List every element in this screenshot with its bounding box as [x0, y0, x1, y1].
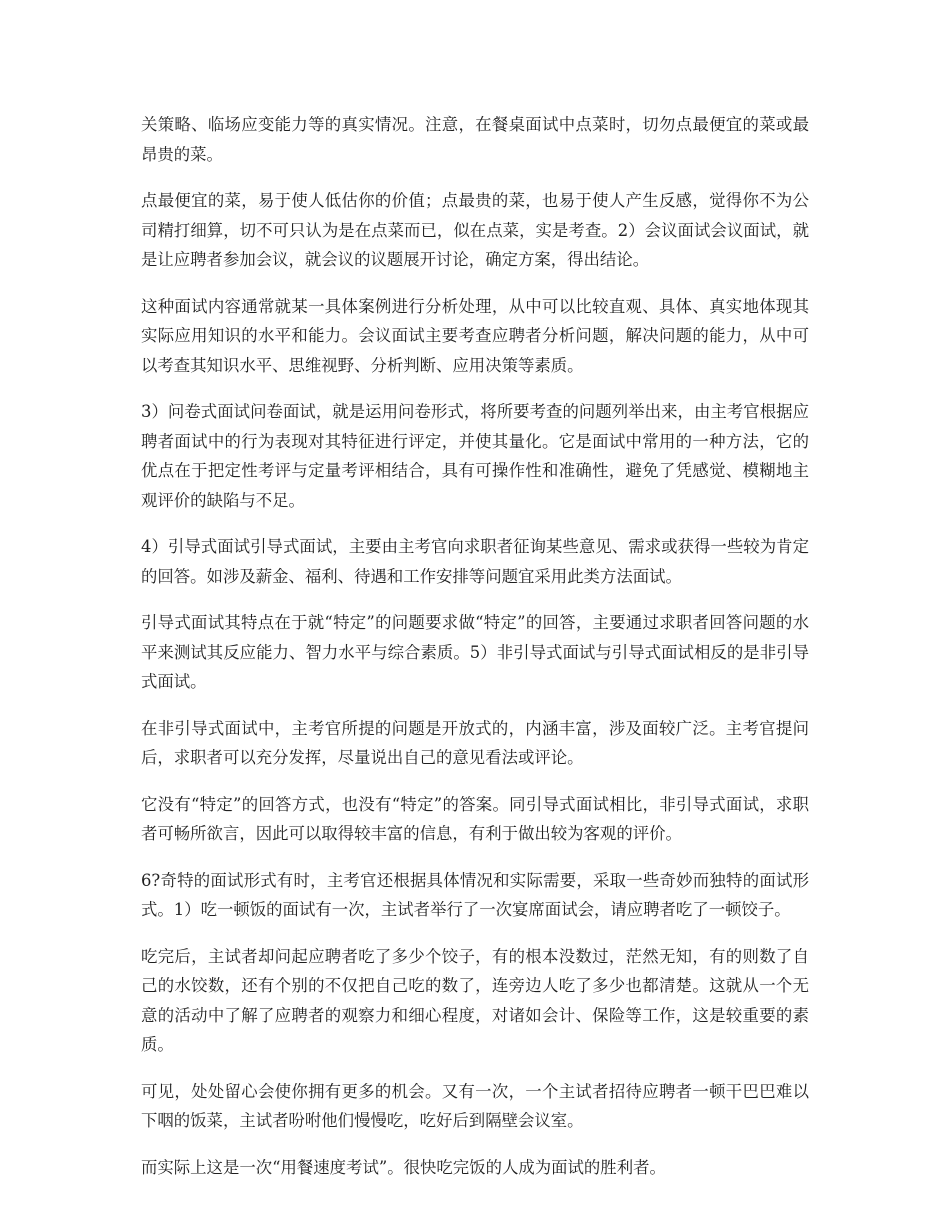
paragraph: 吃完后，主试者却问起应聘者吃了多少个饺子，有的根本没数过，茫然无知，有的则数了自己的水饺数，还有个别的不仅把自己吃的数了，连旁边人吃了多少也都清楚。这就从一个无意的活动中了解了应聘者的观察力和细心程度，对诸如会计、保险等工作，这是较重要的素质。 — [141, 946, 809, 1054]
paragraph: 在非引导式面试中，主考官所提的问题是开放式的，内涵丰富，涉及面较广泛。主考官提问后，求职者可以充分发挥，尽量说出自己的意见看法或评论。 — [141, 718, 809, 767]
paragraph: 点最便宜的菜，易于使人低估你的价值；点最贵的菜，也易于使人产生反感，觉得你不为公司精打细算，切不可只认为是在点菜而已，似在点菜，实是考查。2）会议面试会议面试，就是让应聘者参加会议，就会议的议题展开讨论，确定方案，得出结论。 — [141, 191, 809, 269]
paragraph: 4）引导式面试引导式面试，主要由主考官向求职者征询某些意见、需求或获得一些较为肯定的回答。如涉及薪金、福利、待遇和工作安排等问题宜采用此类方法面试。 — [141, 537, 809, 586]
paragraph: 关策略、临场应变能力等的真实情况。注意，在餐桌面试中点菜时，切勿点最便宜的菜或最昂贵的菜。 — [141, 115, 809, 164]
document-body — [141, 110, 809, 1199]
paragraph: 而实际上这是一次“用餐速度考试”。很快吃完饭的人成为面试的胜利者。 — [141, 1157, 666, 1177]
paragraph: 3）问卷式面试问卷面试，就是运用问卷形式，将所要考查的问题列举出来，由主考官根据应聘者面试中的行为表现对其特征进行评定，并使其量化。它是面试中常用的一种方法，它的优点在于把定性考评与定量考评相结合，具有可操作性和准确性，避免了凭感觉、模糊地主观评价的缺陷与不足。 — [141, 402, 809, 510]
paragraph: 6?奇特的面试形式有时，主考官还根据具体情况和实际需要，采取一些奇妙而独特的面试形式。1）吃一顿饭的面试有一次，主试者举行了一次宴席面试会，请应聘者吃了一顿饺子。 — [141, 870, 809, 919]
paragraph: 这种面试内容通常就某一具体案例进行分析处理，从中可以比较直观、具体、真实地体现其实际应用知识的水平和能力。会议面试主要考查应聘者分析问题，解决问题的能力，从中可以考查其知识水平、思维视野、分析判断、应用决策等素质。 — [141, 296, 809, 375]
paragraph: 可见，处处留心会使你拥有更多的机会。又有一次，一个主试者招待应聘者一顿干巴巴难以下咽的饭菜，主试者吩咐他们慢慢吃，吃好后到隔壁会议室。 — [141, 1081, 809, 1130]
paragraph: 它没有“特定”的回答方式，也没有“特定”的答案。同引导式面试相比，非引导式面试，求职者可畅所欲言，因此可以取得较丰富的信息，有利于做出较为客观的评价。 — [141, 794, 809, 843]
paragraph: 引导式面试其特点在于就“特定”的问题要求做“特定”的回答，主要通过求职者回答问题的水平来测试其反应能力、智力水平与综合素质。5）非引导式面试与引导式面试相反的是非引导式面试。 — [141, 613, 809, 691]
